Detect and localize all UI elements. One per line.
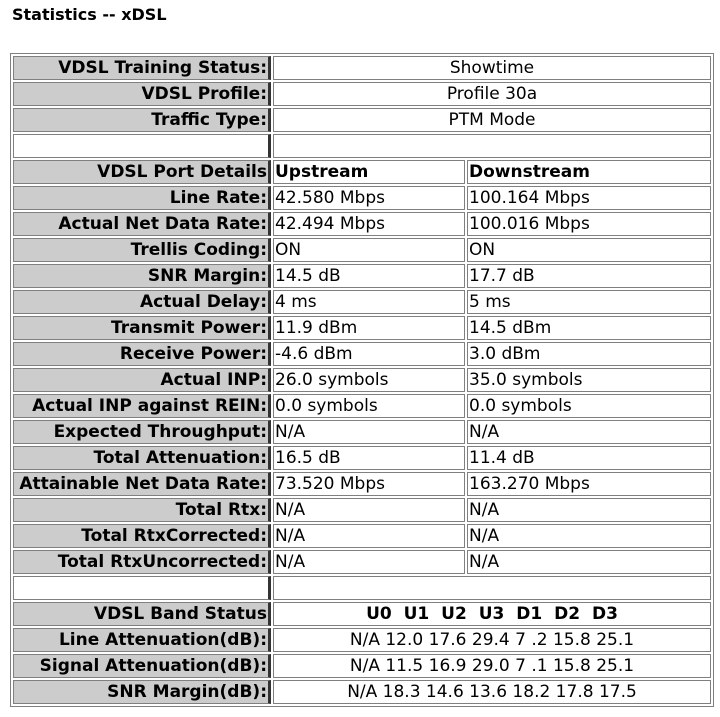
band-names: U0 U1 U2 U3 D1 D2 D3 bbox=[273, 602, 711, 626]
downstream-header: Downstream bbox=[467, 160, 711, 184]
port-details-label: VDSL Port Details bbox=[13, 160, 271, 184]
upstream-value: 14.5 dB bbox=[273, 264, 465, 288]
port-row bbox=[13, 368, 711, 392]
downstream-value: 3.0 dBm bbox=[467, 342, 711, 366]
row-label: Expected Throughput: bbox=[13, 420, 271, 444]
band-row bbox=[13, 628, 711, 652]
upstream-value: 42.494 Mbps bbox=[273, 212, 465, 236]
spacer-cell bbox=[13, 576, 271, 600]
row-value: PTM Mode bbox=[273, 108, 711, 132]
row-label: SNR Margin(dB): bbox=[13, 680, 271, 704]
row-label: Total Rtx: bbox=[13, 498, 271, 522]
summary-row bbox=[13, 108, 711, 132]
row-label: Transmit Power: bbox=[13, 316, 271, 340]
summary-row bbox=[13, 56, 711, 80]
port-row bbox=[13, 472, 711, 496]
row-label: Actual Net Data Rate: bbox=[13, 212, 271, 236]
port-row bbox=[13, 446, 711, 470]
row-value: Showtime bbox=[273, 56, 711, 80]
downstream-value: N/A bbox=[467, 550, 711, 574]
row-label: Receive Power: bbox=[13, 342, 271, 366]
downstream-value: 100.016 Mbps bbox=[467, 212, 711, 236]
downstream-value: 5 ms bbox=[467, 290, 711, 314]
summary-row bbox=[13, 82, 711, 106]
row-label: Line Attenuation(dB): bbox=[13, 628, 271, 652]
spacer-cell bbox=[13, 134, 271, 158]
upstream-value: ON bbox=[273, 238, 465, 262]
port-row bbox=[13, 550, 711, 574]
band-row bbox=[13, 654, 711, 678]
spacer-cell bbox=[273, 134, 711, 158]
downstream-value: 14.5 dBm bbox=[467, 316, 711, 340]
band-row bbox=[13, 680, 711, 704]
port-row bbox=[13, 238, 711, 262]
downstream-value: N/A bbox=[467, 498, 711, 522]
port-row bbox=[13, 498, 711, 522]
upstream-value: 73.520 Mbps bbox=[273, 472, 465, 496]
row-label: Line Rate: bbox=[13, 186, 271, 210]
xdsl-statistics-table bbox=[10, 53, 714, 707]
upstream-value: N/A bbox=[273, 498, 465, 522]
downstream-value: N/A bbox=[467, 420, 711, 444]
page-title: Statistics -- xDSL bbox=[12, 5, 167, 24]
port-row bbox=[13, 264, 711, 288]
row-label: VDSL Profile: bbox=[13, 82, 271, 106]
row-label: Total RtxCorrected: bbox=[13, 524, 271, 548]
row-label: Total Attenuation: bbox=[13, 446, 271, 470]
port-row bbox=[13, 342, 711, 366]
row-label: Actual Delay: bbox=[13, 290, 271, 314]
band-values: N/A 11.5 16.9 29.0 7 .1 15.8 25.1 bbox=[273, 654, 711, 678]
upstream-value: 26.0 symbols bbox=[273, 368, 465, 392]
row-label: Signal Attenuation(dB): bbox=[13, 654, 271, 678]
row-label: Total RtxUncorrected: bbox=[13, 550, 271, 574]
port-row bbox=[13, 290, 711, 314]
upstream-value: N/A bbox=[273, 524, 465, 548]
row-label: Actual INP against REIN: bbox=[13, 394, 271, 418]
spacer-cell bbox=[273, 576, 711, 600]
row-label: VDSL Training Status: bbox=[13, 56, 271, 80]
upstream-value: 4 ms bbox=[273, 290, 465, 314]
port-row bbox=[13, 186, 711, 210]
downstream-value: N/A bbox=[467, 524, 711, 548]
row-label: SNR Margin: bbox=[13, 264, 271, 288]
band-values: N/A 12.0 17.6 29.4 7 .2 15.8 25.1 bbox=[273, 628, 711, 652]
port-row bbox=[13, 420, 711, 444]
upstream-value: 0.0 symbols bbox=[273, 394, 465, 418]
downstream-value: 35.0 symbols bbox=[467, 368, 711, 392]
row-label: Actual INP: bbox=[13, 368, 271, 392]
upstream-header: Upstream bbox=[273, 160, 465, 184]
upstream-value: 11.9 dBm bbox=[273, 316, 465, 340]
row-label: Traffic Type: bbox=[13, 108, 271, 132]
downstream-value: ON bbox=[467, 238, 711, 262]
band-status-header bbox=[13, 602, 711, 626]
upstream-value: 42.580 Mbps bbox=[273, 186, 465, 210]
downstream-value: 17.7 dB bbox=[467, 264, 711, 288]
upstream-value: 16.5 dB bbox=[273, 446, 465, 470]
spacer-row bbox=[13, 576, 711, 600]
downstream-value: 0.0 symbols bbox=[467, 394, 711, 418]
port-row bbox=[13, 394, 711, 418]
row-value: Profile 30a bbox=[273, 82, 711, 106]
port-row bbox=[13, 212, 711, 236]
port-row bbox=[13, 316, 711, 340]
row-label: Attainable Net Data Rate: bbox=[13, 472, 271, 496]
upstream-value: -4.6 dBm bbox=[273, 342, 465, 366]
downstream-value: 11.4 dB bbox=[467, 446, 711, 470]
downstream-value: 163.270 Mbps bbox=[467, 472, 711, 496]
row-label: Trellis Coding: bbox=[13, 238, 271, 262]
upstream-value: N/A bbox=[273, 550, 465, 574]
downstream-value: 100.164 Mbps bbox=[467, 186, 711, 210]
band-values: N/A 18.3 14.6 13.6 18.2 17.8 17.5 bbox=[273, 680, 711, 704]
spacer-row bbox=[13, 134, 711, 158]
port-row bbox=[13, 524, 711, 548]
band-status-label: VDSL Band Status bbox=[13, 602, 271, 626]
port-details-header bbox=[13, 160, 711, 184]
upstream-value: N/A bbox=[273, 420, 465, 444]
